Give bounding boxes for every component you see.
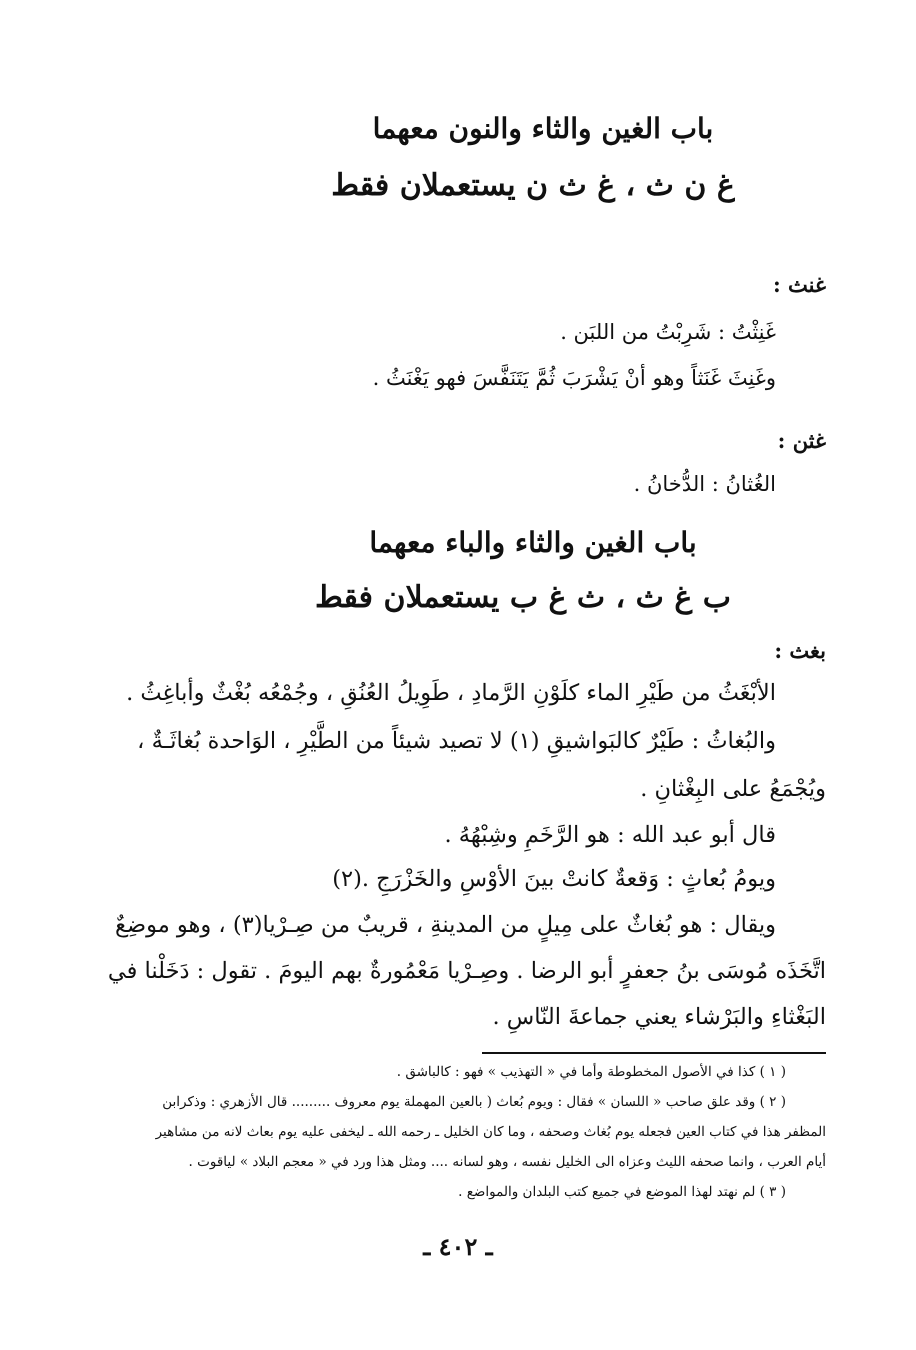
footnote-2: ( ٢ ) وقد علق صاحب « اللسان » فقال : ويوم بُعاث ( بالعين المهملة يوم معروف ......... قال الأزهري : وذكرابن — [162, 1094, 786, 1110]
entry-head-ghanath: غنث : — [772, 272, 826, 297]
entry-line: ويومُ بُعاثٍ : وَقعةٌ كانتْ بينَ الأوْسِ والخَزْرَجِ .(٢) — [332, 866, 776, 892]
section-title-1: باب الغين والثاء والنون معهما — [372, 112, 714, 145]
entry-line: الغُثانُ : الدُّخانُ . — [633, 472, 776, 496]
footnote-2-cont: المظفر هذا في كتاب العين فجعله يوم بُغاث وصحفه ، وما كان الخليل ـ رحمه الله ـ ليخفى عليه يوم بعاث لانه من مشاهير — [155, 1124, 826, 1140]
section-subtitle-2: ب غ ث ، ث غ ب يستعملان فقط — [315, 580, 731, 615]
page-number: ـ ٤٠٢ ـ — [423, 1232, 493, 1261]
footnote-3: ( ٣ ) لم نهتد لهذا الموضع في جميع كتب البلدان والمواضع . — [458, 1184, 786, 1200]
footnote-2-cont: أيام العرب ، وانما صحفه الليث وعزاه الى الخليل نفسه ، وهو لسانه .... ومثل هذا ورد في « معجم البلاد » لياقوت . — [188, 1154, 826, 1170]
footnote-1: ( ١ ) كذا في الأصول المخطوطة وأما في « التهذيب » فهو : كالباشق . — [396, 1064, 786, 1080]
entry-head-ghathan: غثن : — [777, 428, 826, 453]
entry-line: الأبْغَثُ من طَيْرِ الماء كلَوْنِ الرَّمادِ ، طَوِيلُ العُنُقِ ، وجُمْعُه بُغْثٌ وأباغِثُ . — [126, 680, 776, 706]
entry-line: ويقال : هو بُغاثٌ على مِيلٍ من المدينةِ ، قريبٌ من صِـرْيا(٣) ، وهو موضِعٌ — [114, 912, 776, 938]
entry-line: غَنِثْتُ : شَرِبْتُ من اللبَن . — [560, 320, 776, 344]
entry-head-baghath: بغث : — [774, 638, 826, 663]
entry-line: قال أبو عبد الله : هو الرَّخَمِ وشِبْهُهُ . — [444, 822, 776, 848]
section-subtitle-1: غ ن ث ، غ ث ن يستعملان فقط — [331, 168, 735, 203]
entry-line: اتَّخَذَه مُوسَى بنُ جعفرٍ أبو الرضا . وصِـرْيا مَعْمُورةٌ بهم اليومَ . تقول : دَخَلْنا في — [107, 958, 826, 984]
entry-line: ويُجْمَعُ على البِغْثانِ . — [640, 776, 826, 802]
entry-line: البَغْثاءِ والبَرْشاء يعني جماعةَ النّاسِ . — [492, 1004, 826, 1030]
footnote-separator — [482, 1052, 826, 1054]
section-title-2: باب الغين والثاء والباء معهما — [369, 526, 697, 559]
entry-line: والبُغاثُ : طَيْرٌ كالبَواشيقِ (١) لا تصيد شيئاً من الطَّيْرِ ، الوَاحدة بُغاثَـةٌ ، — [137, 728, 776, 754]
entry-line: وغَنِثَ غَنَثاً وهو أنْ يَشْرَبَ ثُمَّ يَتَنَفَّسَ فهو يَغْنَثُ . — [372, 366, 776, 390]
